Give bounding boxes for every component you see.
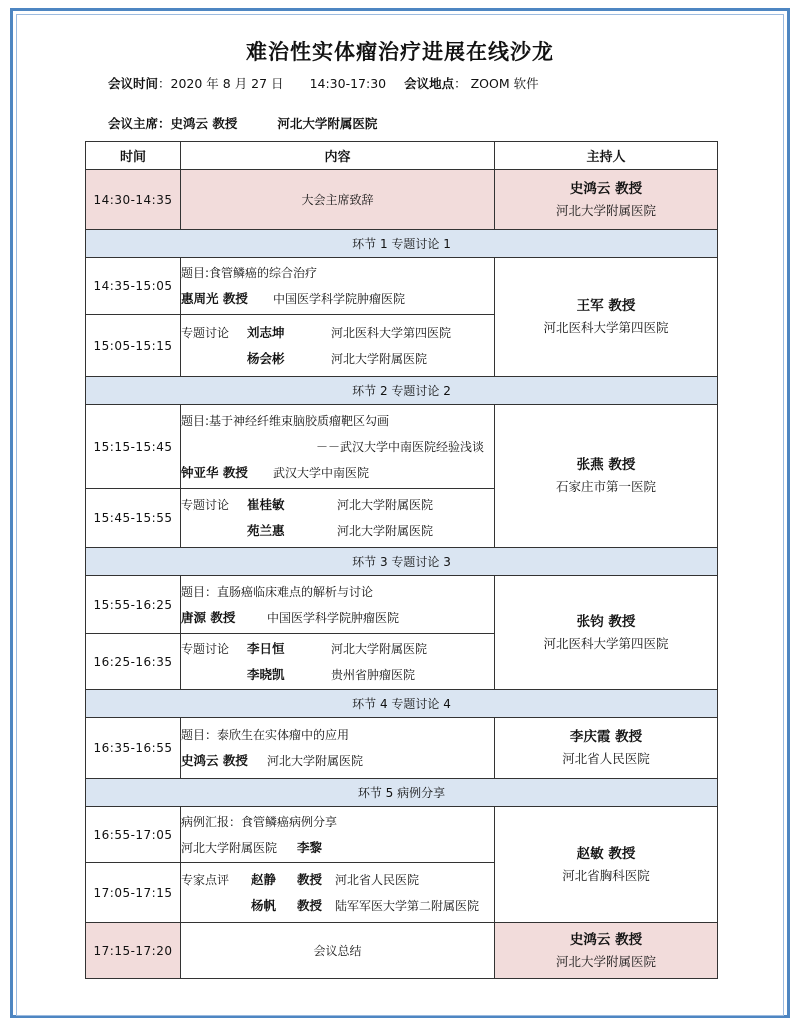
host-org: 河北大学附属医院 xyxy=(555,202,656,218)
reviewer-name: 赵静 xyxy=(251,871,277,887)
host-org: 河北省胸科医院 xyxy=(562,867,650,883)
time-cell: 17:05-17:15 xyxy=(86,863,181,923)
content-cell xyxy=(181,489,495,548)
speaker-line xyxy=(181,835,494,861)
host-name: 张燕 教授 xyxy=(576,457,636,473)
chair-hospital: 河北大学附属医院 xyxy=(277,116,378,131)
meeting-place: ： ZOOM 软件 xyxy=(454,76,539,91)
discussion-label: 专题讨论 xyxy=(181,325,230,340)
speaker-org: 武汉大学中南医院 xyxy=(273,465,370,480)
section-row xyxy=(86,377,718,405)
meeting-time-label: 会议时间 xyxy=(108,76,159,91)
host-org: 河北医科大学第四医院 xyxy=(543,320,669,335)
speaker-name: 惠周光 教授 xyxy=(181,291,248,306)
table-row xyxy=(86,258,718,315)
speaker-org: 河北大学附属医院 xyxy=(181,840,278,855)
host-name: 史鸿云 教授 xyxy=(569,931,643,948)
chair-name: ：史鸿云 教授 xyxy=(158,116,238,131)
discussant-org: 河北医科大学第四医院 xyxy=(331,325,452,340)
speaker-line xyxy=(181,286,494,312)
page-title: 难治性实体瘤治疗进展在线沙龙 xyxy=(246,40,554,64)
section-row xyxy=(86,230,718,258)
header-host: 主持人 xyxy=(495,142,718,170)
section-label: 环节 3 专题讨论 3 xyxy=(86,548,718,576)
speaker-org: 中国医学科学院肿瘤医院 xyxy=(267,610,400,625)
topic-line: 题目：直肠癌临床难点的解析与讨论 xyxy=(181,584,374,599)
content-cell xyxy=(181,634,495,690)
host-org: 河北医科大学第四医院 xyxy=(543,635,669,651)
topic-subtitle: －－武汉大学中南医院经验浅谈 xyxy=(315,439,484,454)
time-cell: 14:30-14:35 xyxy=(86,170,181,230)
speaker-name: 史鸿云 教授 xyxy=(181,753,248,768)
content-cell xyxy=(181,258,495,315)
time-cell: 15:05-15:15 xyxy=(86,315,181,377)
discussant-org: 河北大学附属医院 xyxy=(331,641,428,656)
section-row xyxy=(86,548,718,576)
meeting-time-line xyxy=(108,74,539,92)
discussant-name: 李晓凯 xyxy=(247,666,285,682)
section-row xyxy=(86,690,718,718)
speaker-name: 唐源 教授 xyxy=(181,609,236,625)
discussant-org: 河北大学附属医院 xyxy=(337,498,434,512)
opening-row xyxy=(86,170,718,230)
section-row xyxy=(86,779,718,807)
reviewer-title: 教授 xyxy=(297,897,323,913)
header-content: 内容 xyxy=(181,142,495,170)
speaker-org: 河北大学附属医院 xyxy=(267,754,364,768)
time-cell: 15:45-15:55 xyxy=(86,489,181,548)
host-name: 史鸿云 教授 xyxy=(569,180,643,197)
content-cell xyxy=(181,807,495,863)
host-cell xyxy=(495,807,718,923)
discussant-org: 河北大学附属医院 xyxy=(331,351,428,366)
host-cell xyxy=(495,405,718,548)
speaker-org: 中国医学科学院肿瘤医院 xyxy=(273,292,406,306)
speaker-line xyxy=(181,605,494,631)
content-cell xyxy=(181,718,495,779)
host-cell xyxy=(495,258,718,377)
time-cell: 16:35-16:55 xyxy=(86,718,181,779)
time-cell: 14:35-15:05 xyxy=(86,258,181,315)
discussant-name: 杨会彬 xyxy=(247,350,285,366)
table-row xyxy=(86,718,718,779)
discussant-name: 李日恒 xyxy=(247,640,285,656)
topic-line: 病例汇报：食管鳞癌病例分享 xyxy=(181,814,338,829)
header-time: 时间 xyxy=(86,142,181,170)
reviewer-org: 河北省人民医院 xyxy=(335,872,420,887)
table-row xyxy=(86,576,718,634)
discussant-name: 苑兰惠 xyxy=(247,523,285,538)
section-label: 环节 5 病例分享 xyxy=(86,779,718,807)
host-name: 王军 教授 xyxy=(576,298,636,314)
time-cell: 15:55-16:25 xyxy=(86,576,181,634)
speaker-line xyxy=(181,748,494,774)
table-row xyxy=(86,405,718,489)
speaker-name: 李黎 xyxy=(297,839,323,855)
time-cell: 15:15-15:45 xyxy=(86,405,181,489)
discussant-org: 河北大学附属医院 xyxy=(337,524,434,538)
time-cell: 17:15-17:20 xyxy=(86,923,181,979)
schedule-table xyxy=(85,141,718,979)
chair-label: 会议主席 xyxy=(108,116,159,131)
topic-line: 题目:食管鳞癌的综合治疗 xyxy=(181,266,318,280)
host-org: 石家庄市第一医院 xyxy=(555,479,656,494)
time-cell: 16:55-17:05 xyxy=(86,807,181,863)
table-row xyxy=(86,807,718,863)
content-cell xyxy=(181,405,495,489)
host-name: 张钧 教授 xyxy=(576,613,636,630)
topic-line: 题目：泰欣生在实体瘤中的应用 xyxy=(181,728,350,742)
section-label: 环节 2 专题讨论 2 xyxy=(86,377,718,405)
host-cell xyxy=(495,576,718,690)
content-cell xyxy=(181,576,495,634)
reviewer-title: 教授 xyxy=(297,871,323,887)
content-cell: 会议总结 xyxy=(181,923,495,979)
discussion-label: 专题讨论 xyxy=(181,498,230,512)
discussant-name: 刘志坤 xyxy=(247,324,285,340)
host-cell xyxy=(495,718,718,779)
closing-row xyxy=(86,923,718,979)
table-header-row xyxy=(86,142,718,170)
host-cell xyxy=(495,170,718,230)
meeting-chair-line xyxy=(108,114,377,132)
content-cell: 大会主席致辞 xyxy=(181,170,495,230)
meeting-time-range: 14:30-17:30 xyxy=(309,76,387,91)
reviewer-org: 陆军军医大学第二附属医院 xyxy=(335,898,480,913)
speaker-line xyxy=(181,460,494,486)
discussant-org: 贵州省肿瘤医院 xyxy=(331,667,416,682)
meeting-place-label: 会议地点 xyxy=(404,76,455,91)
topic-line: 题目:基于神经纤维束脑胶质瘤靶区勾画 xyxy=(181,413,390,428)
content-cell xyxy=(181,863,495,923)
host-name: 李庆霞 教授 xyxy=(569,729,643,745)
review-label: 专家点评 xyxy=(181,872,230,887)
section-label: 环节 4 专题讨论 4 xyxy=(86,690,718,718)
time-cell: 16:25-16:35 xyxy=(86,634,181,690)
host-org: 河北省人民医院 xyxy=(562,751,650,766)
host-name: 赵敏 教授 xyxy=(576,845,636,862)
reviewer-name: 杨帆 xyxy=(251,897,277,913)
meeting-date: ：2020 年 8 月 27 日 xyxy=(158,76,284,91)
host-cell xyxy=(495,923,718,979)
section-label: 环节 1 专题讨论 1 xyxy=(86,230,718,258)
discussion-label: 专题讨论 xyxy=(181,641,230,656)
host-org: 河北大学附属医院 xyxy=(555,953,656,969)
content-cell xyxy=(181,315,495,377)
discussant-name: 崔桂敏 xyxy=(247,497,285,512)
speaker-name: 钟亚华 教授 xyxy=(181,464,248,480)
